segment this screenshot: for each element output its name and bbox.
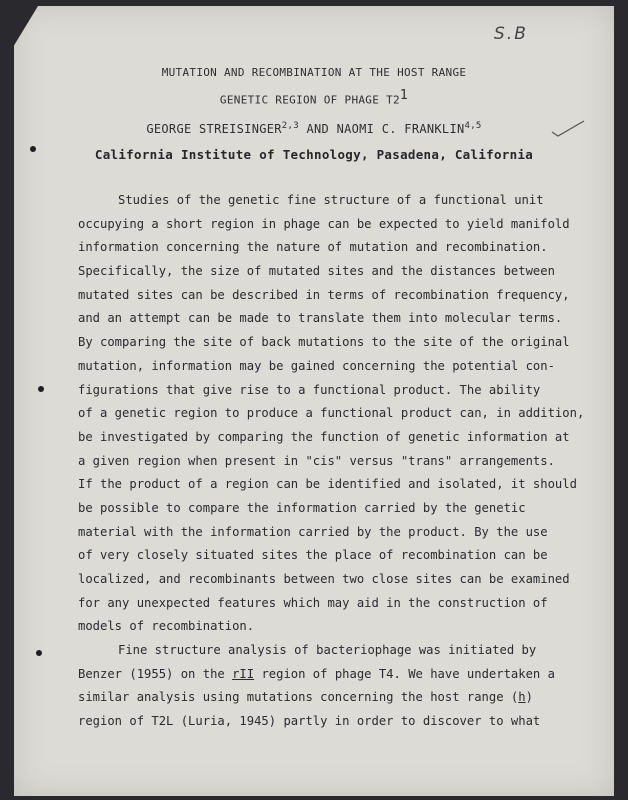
paragraph-2 [78, 639, 608, 734]
text-line: and an attempt can be made to translate them into molecular terms. [78, 311, 563, 326]
gene-rii: rII [232, 666, 255, 681]
gene-h: h [518, 690, 526, 705]
authors: GEORGE STREISINGER$^{2,3}$ AND NAOMI C. FRANKLIN$^{4,5}$ [146, 121, 482, 136]
text-line: be investigated by comparing the function of genetic information at [78, 429, 570, 444]
text-line: be possible to compare the information carried by the genetic [78, 500, 526, 515]
text-line: By comparing the site of back mutations to the site of the original [78, 335, 570, 350]
text-line: Benzer (1955) on the rII region of phage T4. We have undertaken a [78, 666, 555, 681]
text-line: mutated sites can be described in terms of recombination frequency, [78, 287, 570, 302]
text-line: for any unexpected features which may aid in the construction of [78, 595, 548, 610]
text-line: of a genetic region to produce a functional product can, in addition, [78, 406, 585, 421]
institution: California Institute of Technology, Pasadena, California [94, 147, 534, 162]
handwritten-initials: S.B [494, 24, 528, 44]
text-line: region of T2L (Luria, 1945) partly in order to discover to what [78, 714, 541, 729]
text-line: models of recombination. [78, 619, 255, 634]
text-line: If the product of a region can be identified and isolated, it should [78, 477, 577, 492]
punch-hole [38, 386, 44, 392]
text-line: mutation, information may be gained concerning the potential con- [78, 358, 555, 373]
text-line: information concerning the nature of mutation and recombination. [78, 240, 548, 255]
paragraph-1 [78, 189, 608, 639]
text-line: localized, and recombinants between two close sites can be examined [78, 572, 570, 586]
text-line: material with the information carried by the product. By the use [78, 524, 548, 539]
text-line: a given region when present in "cis" versus "trans" arrangements. [78, 453, 555, 468]
text-line: occupying a short region in phage can be expected to yield manifold [78, 216, 570, 231]
text-line: Studies of the genetic fine structure of a functional unit [118, 193, 544, 207]
title-line-1: MUTATION AND RECOMBINATION AT THE HOST RANGE [161, 66, 467, 79]
text-line: Specifically, the size of mutated sites and the distances between [78, 264, 555, 279]
punch-hole [36, 650, 42, 656]
text-line: Fine structure analysis of bacteriophage was initiated by [118, 643, 537, 657]
title-line-2: GENETIC REGION OF PHAGE T21 [219, 88, 409, 107]
text-line: of very closely situated sites the place of recombination can be [78, 548, 548, 563]
author-1: GEORGE STREISINGER [146, 122, 282, 136]
author-2: NAOMI C. FRANKLIN [336, 122, 465, 136]
text-line: similar analysis using mutations concerning the host range (h) [78, 690, 533, 705]
text-line: figurations that give rise to a functional product. The ability [78, 382, 541, 397]
